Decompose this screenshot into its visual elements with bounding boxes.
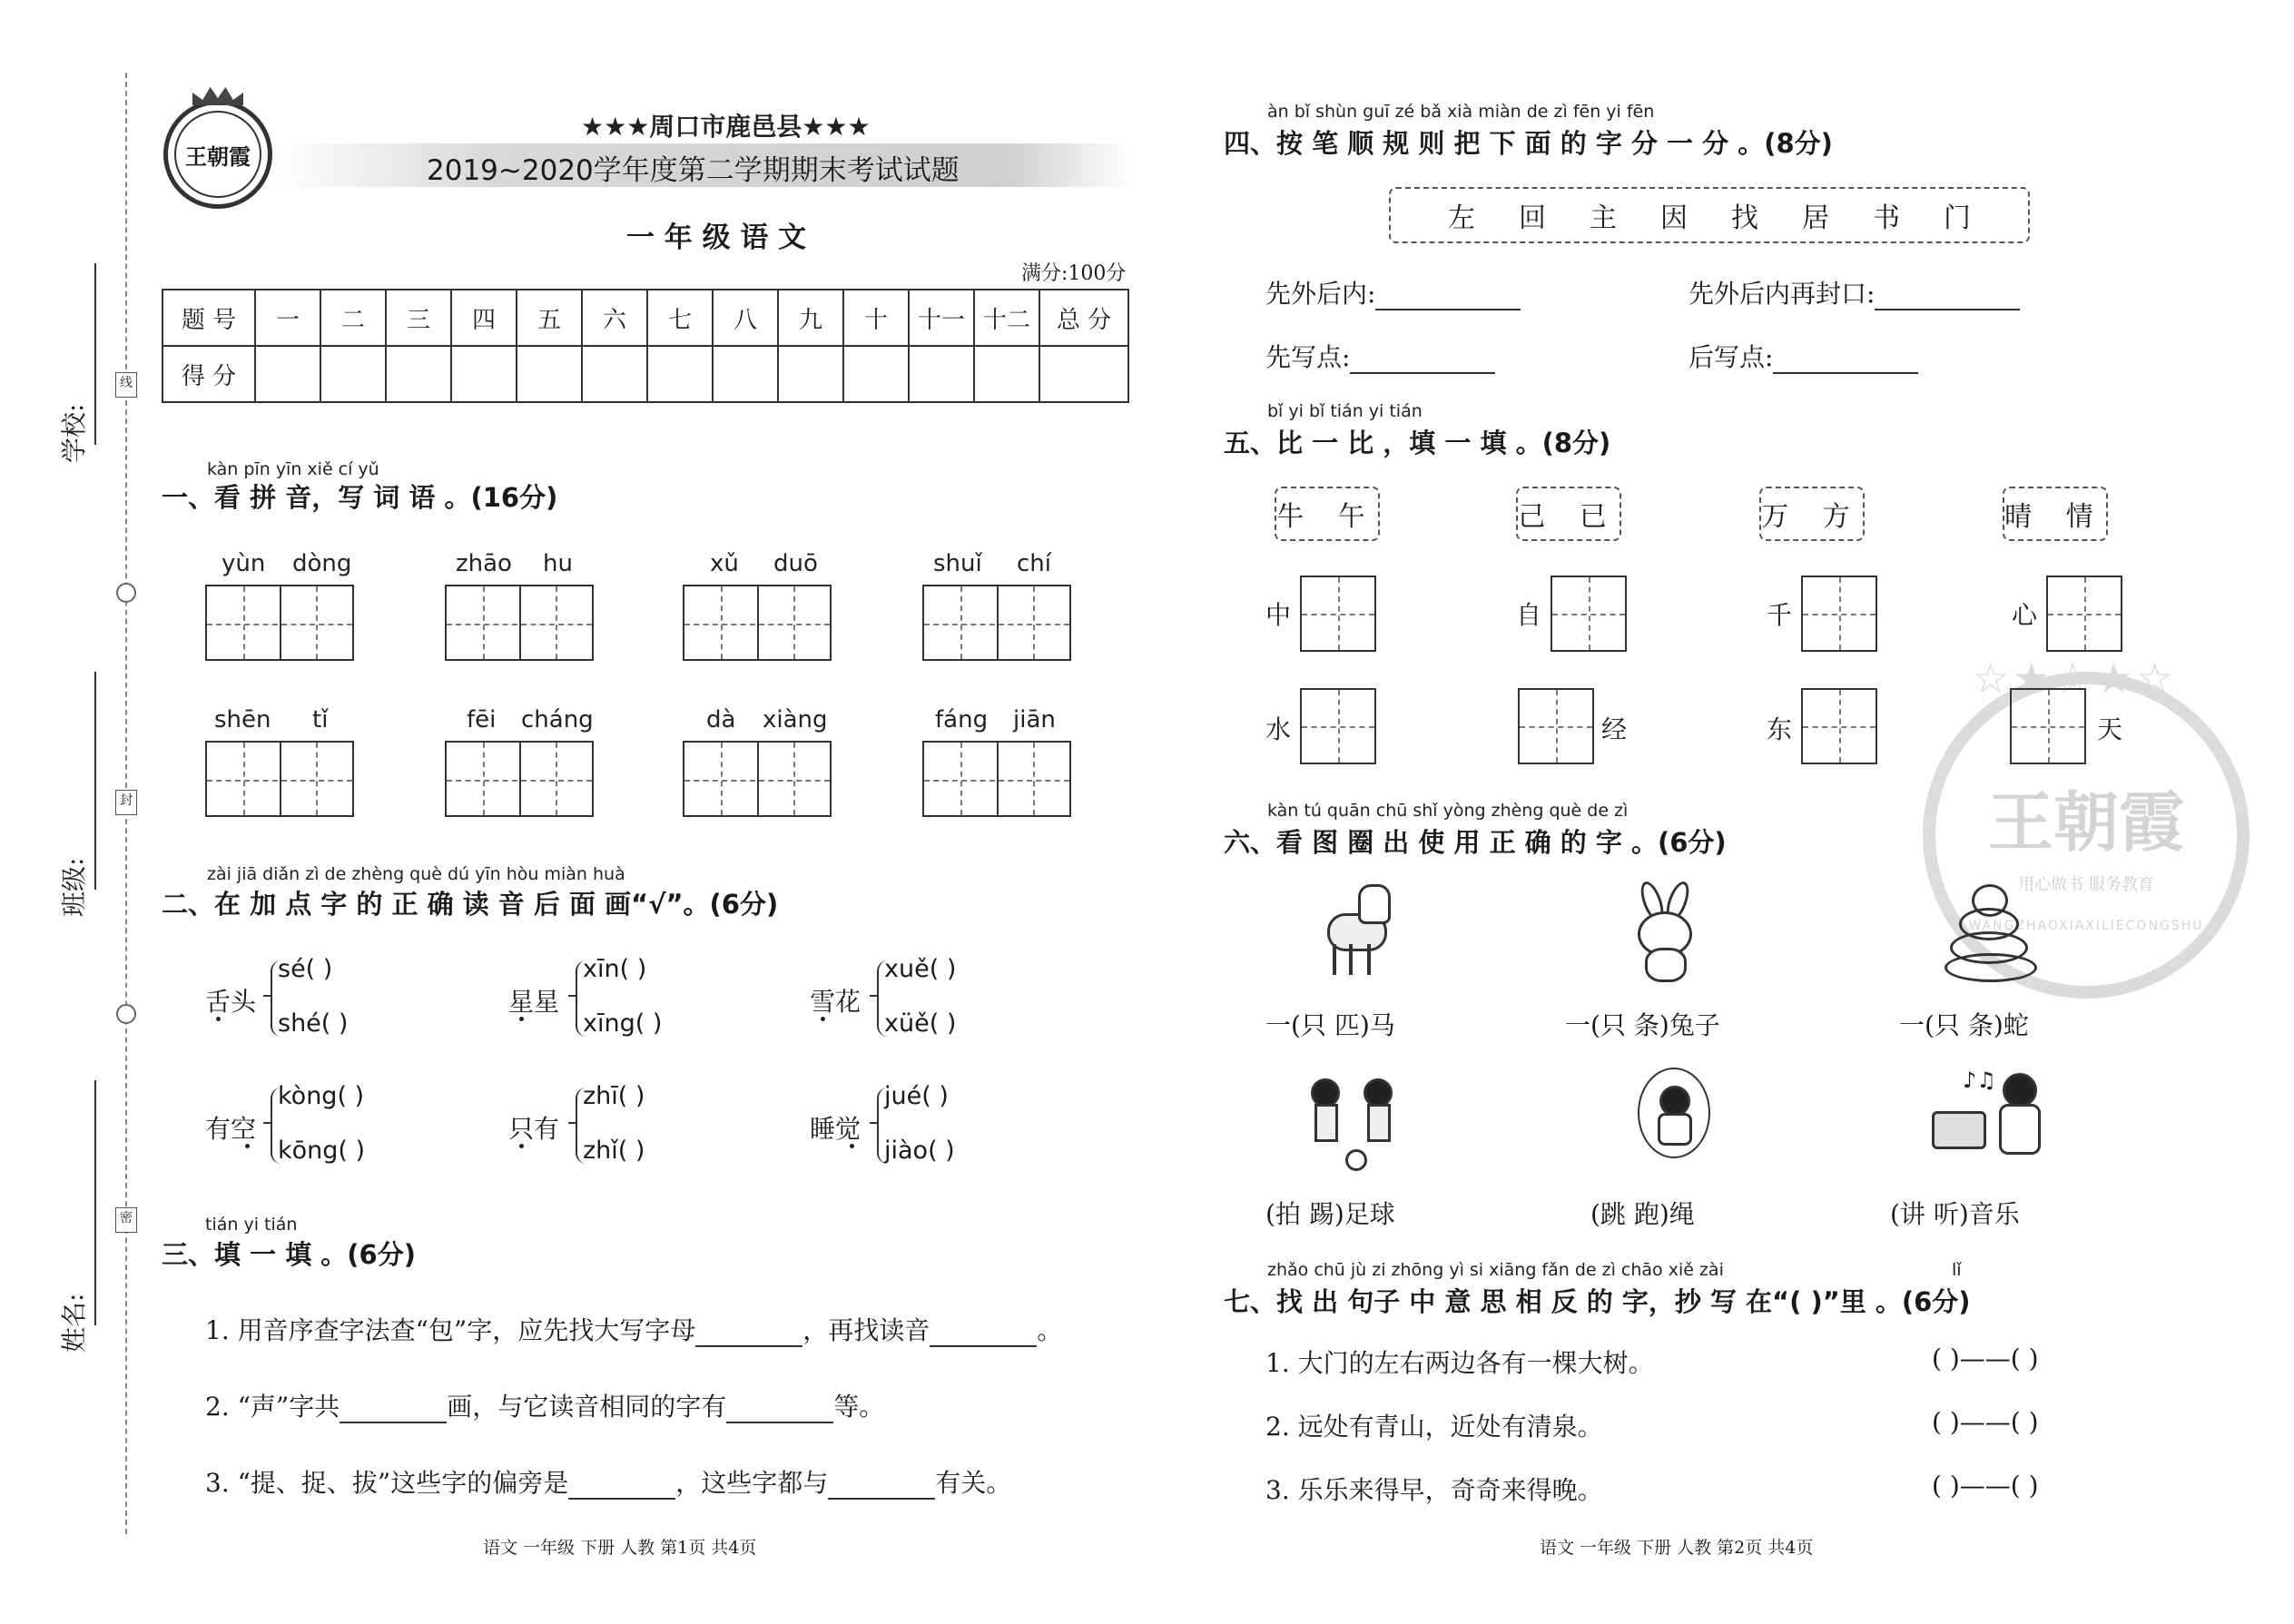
subject-title: 一 年 级 语 文: [626, 221, 807, 254]
q4-label: 先外后内:: [1265, 279, 1376, 309]
q6-item[interactable]: 一(只 条)兔子: [1565, 1010, 1720, 1040]
score-input[interactable]: [843, 346, 909, 402]
answer-blank[interactable]: [695, 1318, 802, 1347]
table-cell: 五: [517, 290, 582, 346]
writing-grid[interactable]: [683, 741, 832, 817]
q5-pair-box: [1516, 487, 1621, 541]
pinyin: hu: [543, 550, 573, 577]
q5-grid[interactable]: [2046, 576, 2122, 652]
q5-char: 天: [2097, 714, 2123, 744]
q6-heading: 六、看 图 圈 出 使 用 正 确 的 字 。(6分): [1224, 827, 1727, 858]
pinyin: dòng: [292, 550, 352, 577]
q6-item[interactable]: (跳 跑)绳: [1590, 1199, 1695, 1229]
score-input[interactable]: [320, 346, 386, 402]
class-field[interactable]: [94, 672, 96, 890]
q5-grid[interactable]: [1551, 576, 1627, 652]
name-label: 姓名:: [59, 1293, 89, 1353]
score-input[interactable]: [451, 346, 517, 402]
pinyin: fēi: [467, 706, 497, 733]
q4-line-2: [1689, 274, 2020, 310]
q4-line-4: [1689, 338, 1918, 374]
q5-pair: 万 方: [1761, 501, 1863, 533]
writing-grid[interactable]: [922, 585, 1071, 661]
q5-grid[interactable]: [2010, 688, 2086, 764]
pinyin: cháng: [521, 706, 594, 733]
watermark-slogan: 用心做书 服务教育: [2018, 875, 2154, 894]
q7-heading: 七、找 出 句子 中 意 思 相 反 的 字，抄 写 在“( )”里 。(6分): [1224, 1286, 1971, 1317]
q3-heading: 三、填 一 填 。(6分): [162, 1239, 416, 1270]
q5-char: 自: [1516, 600, 1542, 630]
emphasis-dot: [519, 1144, 524, 1148]
score-input[interactable]: [582, 346, 647, 402]
q1-heading: 一、看 拼 音，写 词 语 。(16分): [162, 482, 558, 513]
q2-option[interactable]: jué( ): [884, 1082, 949, 1110]
table-cell: 十二: [974, 290, 1039, 346]
watermark-stars-icon: ☆★☆★☆: [1972, 654, 2178, 703]
q3-text: 1. 用音序查字法查“包”字，应先找大写字母: [205, 1315, 696, 1345]
q5-grid[interactable]: [1801, 576, 1877, 652]
q5-char: 东: [1767, 714, 1793, 744]
music-picture: [1930, 1068, 2048, 1167]
q3-text: 3. “提、捉、拔”这些字的偏旁是: [205, 1468, 569, 1498]
full-score: 满分:100分: [1021, 262, 1127, 285]
q5-char: 经: [1601, 714, 1628, 744]
score-input[interactable]: [909, 346, 974, 402]
table-cell: 总 分: [1039, 290, 1128, 346]
pinyin: fáng: [935, 706, 989, 733]
q5-pair: 牛 午: [1276, 501, 1378, 533]
binding-hole-icon: [116, 1004, 136, 1024]
q4-pinyin: àn bǐ shùn guī zé bǎ xià miàn de zì fēn yi fēn: [1267, 102, 1655, 122]
binding-mark-line: 线: [115, 372, 137, 398]
writing-grid[interactable]: [922, 741, 1071, 817]
q2-word: 有空: [205, 1114, 257, 1144]
q5-grid[interactable]: [1300, 576, 1376, 652]
pinyin: dà: [706, 706, 736, 733]
q7-answer[interactable]: ( )——( ): [1932, 1343, 2039, 1373]
q5-char: 中: [1265, 600, 1292, 630]
score-input[interactable]: [386, 346, 451, 402]
answer-blank[interactable]: [1350, 345, 1495, 374]
header-region: ★★★周口市鹿邑县★★★: [581, 112, 871, 142]
music-note-icon: ♪♫: [1963, 1068, 1996, 1093]
rabbit-picture: [1612, 881, 1712, 980]
q2-pinyin: zài jiā diǎn zì de zhèng què dú yīn hòu miàn huà: [207, 864, 625, 884]
q7-pinyin-li: lǐ: [1952, 1260, 1962, 1280]
table-cell: 二: [320, 290, 386, 346]
q7-sentence: 3. 乐乐来得早，奇奇来得晚。: [1265, 1475, 1603, 1505]
table-cell: 八: [713, 290, 778, 346]
writing-grid[interactable]: [683, 585, 832, 661]
score-input[interactable]: [647, 346, 713, 402]
q2-word: 只有: [508, 1114, 560, 1144]
q6-item[interactable]: 一(只 匹)马: [1265, 1010, 1395, 1040]
table-cell: 题 号: [162, 290, 255, 346]
page-footer: 语文 一年级 下册 人教 第1页 共4页: [483, 1538, 757, 1558]
q4-label: 先写点:: [1265, 342, 1351, 372]
q5-char: 水: [1265, 714, 1292, 744]
table-cell: 四: [451, 290, 517, 346]
page-footer: 语文 一年级 下册 人教 第2页 共4页: [1540, 1538, 1814, 1558]
q3-text: 2. “声”字共: [205, 1392, 340, 1422]
q5-char: 心: [2012, 600, 2038, 630]
q4-line-3: [1265, 338, 1495, 374]
q2-option[interactable]: shé( ): [278, 1009, 349, 1038]
score-input[interactable]: [1039, 346, 1128, 402]
q4-chars: 左回主因找居书门: [1448, 202, 2014, 234]
q5-char: 千: [1767, 600, 1793, 630]
pinyin: xǔ: [710, 550, 739, 577]
binding-hole-icon: [116, 583, 136, 603]
pinyin: chí: [1017, 550, 1051, 577]
answer-blank[interactable]: [1773, 345, 1918, 374]
watermark-ring-text: WANGZHAOXIAXILIECONGSHU: [1968, 919, 2204, 933]
q7-answer[interactable]: ( )——( ): [1932, 1407, 2039, 1437]
q2-option[interactable]: xīn( ): [583, 955, 647, 983]
emphasis-dot: [850, 1144, 854, 1148]
q2-word: 舌头: [205, 987, 257, 1017]
horse-picture: [1307, 881, 1398, 980]
q2-option[interactable]: zhǐ( ): [583, 1137, 645, 1165]
q1-pinyin: kàn pīn yīn xiě cí yǔ: [207, 459, 379, 479]
score-input[interactable]: [517, 346, 582, 402]
q6-pinyin: kàn tú quān chū shǐ yòng zhèng què de zì: [1267, 801, 1629, 821]
table-cell: 三: [386, 290, 451, 346]
q3-text: 。: [1037, 1315, 1063, 1345]
q3-line-3: [205, 1463, 1011, 1500]
q5-pair-box: [2003, 487, 2108, 541]
school-field[interactable]: [94, 263, 96, 445]
q7-pinyin: zhǎo chū jù zi zhōng yì si xiāng fǎn de zì chāo xiě zài: [1267, 1260, 1724, 1280]
q2-option[interactable]: xīng( ): [583, 1009, 663, 1038]
pinyin: shuǐ: [933, 550, 982, 577]
q5-grid[interactable]: [1300, 688, 1376, 764]
score-input[interactable]: [713, 346, 778, 402]
name-field[interactable]: [94, 1080, 96, 1325]
q5-pair: 己 已: [1518, 501, 1620, 533]
q5-pinyin: bǐ yi bǐ tián yi tián: [1267, 401, 1423, 421]
q3-text: ，再找读音: [802, 1315, 930, 1345]
table-cell: 六: [582, 290, 647, 346]
q6-item[interactable]: 一(只 条)蛇: [1899, 1010, 2029, 1040]
emphasis-dot: [245, 1144, 250, 1148]
watermark-name: 王朝霞: [1987, 783, 2184, 861]
answer-blank[interactable]: [828, 1471, 935, 1500]
q7-sentence: 2. 远处有青山，近处有清泉。: [1265, 1412, 1603, 1442]
q6-item[interactable]: (拍 踢)足球: [1265, 1199, 1395, 1229]
q7-answer[interactable]: ( )——( ): [1932, 1471, 2039, 1501]
q2-option[interactable]: kòng( ): [278, 1082, 365, 1110]
q6-item[interactable]: (讲 听)音乐: [1890, 1199, 2020, 1229]
q3-pinyin: tián yi tián: [205, 1215, 298, 1235]
q3-text: ，这些字都与: [675, 1468, 829, 1498]
q3-text: 等。: [833, 1392, 885, 1422]
table-cell: 一: [255, 290, 320, 346]
q2-word: 星星: [508, 987, 560, 1017]
table-cell: 九: [778, 290, 843, 346]
q2-word: 睡觉: [810, 1114, 861, 1144]
score-table: [162, 289, 1129, 403]
answer-blank[interactable]: [1375, 281, 1521, 310]
table-cell: 十: [843, 290, 909, 346]
q2-heading: 二、在 加 点 字 的 正 确 读 音 后 面 画“√”。(6分): [162, 889, 779, 920]
writing-grid[interactable]: [445, 585, 594, 661]
logo-text: 王朝霞: [185, 143, 251, 170]
q4-chars-box: [1389, 187, 2030, 243]
q2-option[interactable]: zhī( ): [583, 1082, 645, 1110]
writing-grid[interactable]: [205, 585, 354, 661]
writing-grid[interactable]: [445, 741, 594, 817]
q5-pair: 晴 情: [2004, 501, 2106, 533]
pinyin: jiān: [1013, 706, 1056, 733]
crown-icon: [192, 87, 243, 105]
q3-line-2: [205, 1387, 884, 1423]
snake-picture: [1941, 881, 2041, 980]
exam-title: 2019~2020学年度第二学期期末考试试题: [427, 154, 960, 187]
q5-grid[interactable]: [1801, 688, 1877, 764]
q5-grid[interactable]: [1518, 688, 1594, 764]
pinyin: zhāo: [456, 550, 512, 577]
q2-option[interactable]: xuě( ): [884, 955, 957, 983]
class-label: 班级:: [59, 857, 89, 917]
score-input[interactable]: [974, 346, 1039, 402]
pinyin: xiàng: [763, 706, 828, 733]
table-row: [162, 346, 1128, 402]
q4-heading: 四、按 笔 顺 规 则 把 下 面 的 字 分 一 分 。(8分): [1224, 128, 1833, 159]
q5-pair-box: [1759, 487, 1865, 541]
q4-label: 后写点:: [1689, 342, 1774, 372]
q3-text: 画，与它读音相同的字有: [447, 1392, 727, 1422]
table-row: [162, 290, 1128, 346]
q2-option[interactable]: xüě( ): [884, 1009, 957, 1038]
binding-mark-seal: 封: [115, 790, 137, 815]
answer-blank[interactable]: [340, 1394, 447, 1423]
pinyin: duō: [773, 550, 818, 577]
answer-blank[interactable]: [1875, 281, 2020, 310]
emphasis-dot: [216, 1017, 221, 1021]
q2-word: 雪花: [810, 987, 861, 1017]
table-cell: 十一: [909, 290, 974, 346]
pinyin: tǐ: [312, 706, 329, 733]
q4-line-1: [1265, 274, 1521, 310]
binding-mark-close: 密: [115, 1207, 137, 1233]
answer-blank[interactable]: [726, 1394, 833, 1423]
answer-blank[interactable]: [568, 1471, 675, 1500]
table-cell: 七: [647, 290, 713, 346]
q5-pair-box: [1275, 487, 1380, 541]
q3-line-1: [205, 1311, 1062, 1347]
q2-option[interactable]: jiào( ): [884, 1137, 955, 1165]
q3-text: 有关。: [935, 1468, 1012, 1498]
jump-rope-picture: [1634, 1068, 1716, 1167]
school-label: 学校:: [59, 403, 89, 463]
q5-heading: 五、比 一 比 ，填 一 填 。(8分): [1224, 428, 1611, 458]
q2-option[interactable]: kōng( ): [278, 1137, 366, 1165]
table-cell: 得 分: [162, 346, 255, 402]
score-input[interactable]: [255, 346, 320, 402]
pinyin: yùn: [222, 550, 266, 577]
logo-badge: [163, 100, 272, 209]
writing-grid[interactable]: [205, 741, 354, 817]
q7-sentence: 1. 大门的左右两边各有一棵大树。: [1265, 1348, 1654, 1378]
football-picture: [1298, 1071, 1407, 1171]
q2-option[interactable]: sé( ): [278, 955, 333, 983]
emphasis-dot: [821, 1017, 825, 1021]
score-input[interactable]: [778, 346, 843, 402]
pinyin: shēn: [214, 706, 271, 733]
emphasis-dot: [519, 1017, 524, 1021]
answer-blank[interactable]: [930, 1318, 1037, 1347]
q4-label: 先外后内再封口:: [1689, 279, 1876, 309]
